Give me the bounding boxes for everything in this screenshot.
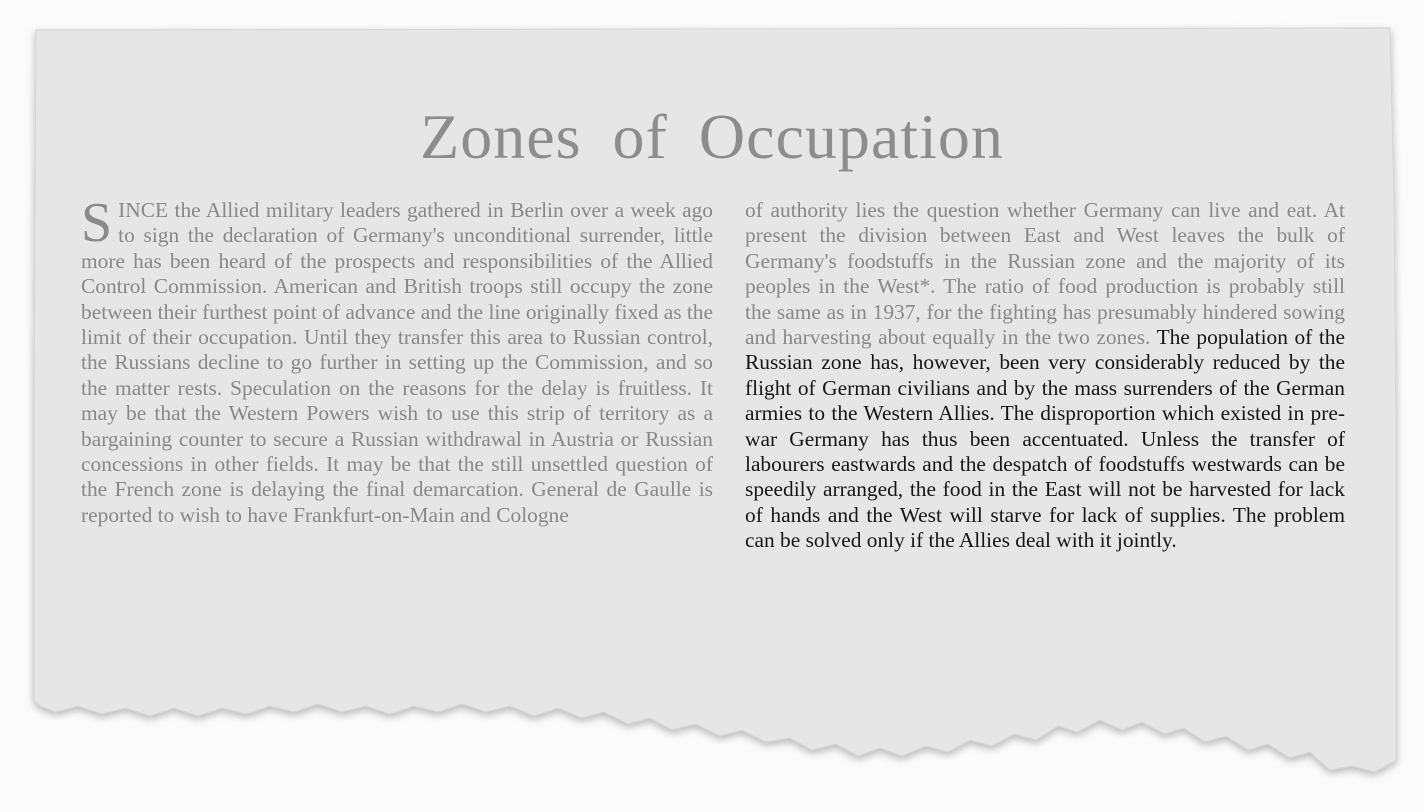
left-column-text: INCE the Allied military leaders gathered in Berlin over a week ago to sign the declaration of Germany's unconditional surrender, little more has been heard of the prospects and responsibilities of the Allied Control Commission. American and British troops still occupy the zone between their furthest point of advance and the line originally fixed as the limit of their occupation. Until they transfer this area to Russian control, the Russians decline to go further in setting up the Commission, and so the matter rests. Speculation on the reasons for the delay is fruitless. It may be that the Western Powers wish to use this strip of territory as a bargaining counter to secure a Russian withdrawal in Austria or Russian concessions in other fields. It may be that the still unsettled question of the French zone is delaying the final demarcation. General de Gaulle is reported to wish to have Frankfurt-on-Main and Cologne [81, 198, 713, 527]
left-column [81, 192, 713, 528]
right-column [745, 198, 1345, 554]
article-title: Zones of Occupation [420, 101, 1004, 172]
right-column-faded-text: of authority lies the question whether Germany can live and eat. At present the division between East and West leaves the bulk of Germany's foodstuffs in the Russian zone and the majority of its peoples in the West*. The ratio of food production is probably still the same as in 1937, for the fighting has presumably hindered sowing and harvesting about equally in the two zones. [745, 198, 1345, 350]
right-column-highlighted-text: The population of the Russian zone has, however, been very considerably reduced by the flight of German civilians and by the mass surrenders of the German armies to the Western Allies. The disproportion which existed in pre-war Germany has thus been accentuated. Unless the transfer of labourers eastwards and the despatch of foodstuffs westwards can be speedily arranged, the food in the East will not be harvested for lack of hands and the West will starve for lack of supplies. The problem can be solved only if the Allies deal with it jointly. [745, 325, 1345, 553]
drop-cap: S [81, 192, 113, 254]
